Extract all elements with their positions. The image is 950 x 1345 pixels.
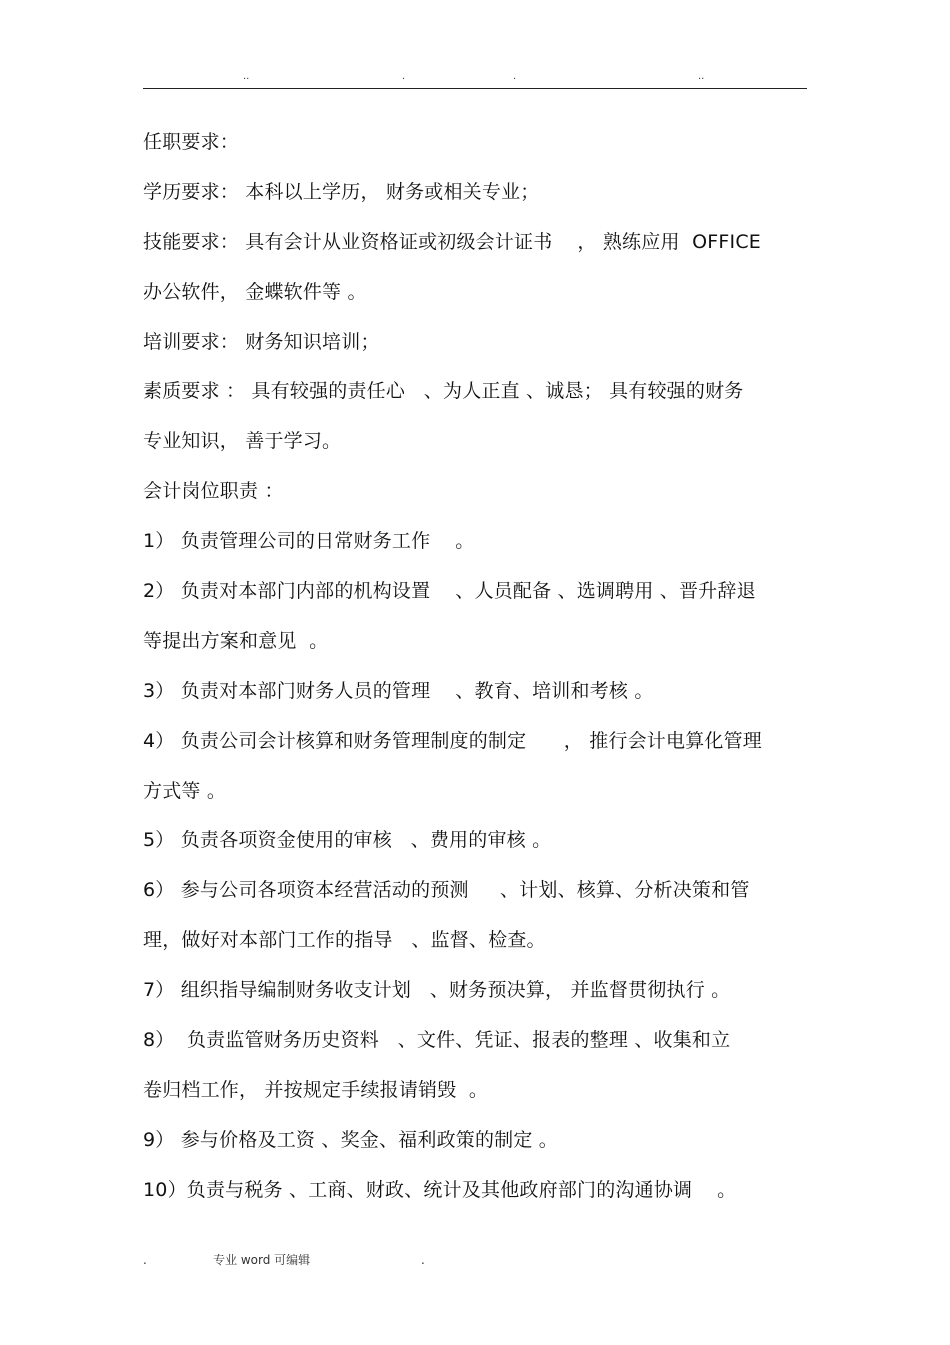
footer-left-dot: . — [143, 1253, 147, 1267]
section-heading-duties: 会计岗位职责 ： — [143, 480, 284, 503]
document-body — [143, 118, 823, 1216]
page-footer — [143, 1250, 543, 1270]
duty-item-9: 9） 参与价格及工资 、奖金、福利政策的制定 。 — [143, 1128, 559, 1151]
requirement-skills: 技能要求： 具有会计从业资格证或初级会计证书 ， 熟练应用 OFFICE — [143, 230, 762, 253]
duty-item-3: 3） 负责对本部门财务人员的管理 、教育、培训和考核 。 — [143, 679, 654, 702]
page-header — [143, 70, 807, 89]
duty-item-8-cont: 卷归档工作， 并按规定手续报请销毁 。 — [143, 1078, 489, 1101]
section-heading-requirements: 任职要求： — [143, 131, 240, 153]
duty-item-10: 10）负责与税务 、工商、财政、统计及其他政府部门的沟通协调 。 — [143, 1178, 737, 1201]
header-dot-3: . — [513, 71, 517, 82]
requirement-skills-cont: 办公软件， 金蝶软件等 。 — [143, 280, 367, 303]
duty-item-7: 7） 组织指导编制财务收支计划 、财务预决算， 并监督贯彻执行 。 — [143, 979, 731, 1002]
duty-item-8: 8） 负责监管财务历史资料 、文件、凭证、报表的整理 、收集和立 — [143, 1029, 731, 1052]
requirement-quality: 素质要求 ： 具有较强的责任心 、为人正直 、诚恳； 具有较强的财务 — [143, 380, 744, 403]
duty-item-4: 4） 负责公司会计核算和财务管理制度的制定 ， 推行会计电算化管理 — [143, 729, 763, 752]
duty-item-6-cont: 理，做好对本部门工作的指导 、监督、检查。 — [143, 929, 546, 952]
requirement-quality-cont: 专业知识， 善于学习。 — [143, 430, 342, 453]
duty-item-2: 2） 负责对本部门内部的机构设置 、人员配备 、选调聘用 、晋升辞退 — [143, 580, 756, 603]
requirement-training: 培训要求： 财务知识培训； — [143, 330, 380, 353]
duty-item-2-cont: 等提出方案和意见 。 — [143, 629, 329, 652]
duty-item-5: 5） 负责各项资金使用的审核 、费用的审核 。 — [143, 829, 552, 852]
requirement-education: 学历要求： 本科以上学历， 财务或相关专业； — [143, 180, 540, 203]
footer-text: 专业 word 可编辑 — [213, 1253, 311, 1267]
header-dot-1: .. — [243, 71, 250, 82]
header-dot-4: .. — [698, 71, 705, 82]
duty-item-1: 1） 负责管理公司的日常财务工作 。 — [143, 530, 475, 553]
duty-item-4-cont: 方式等 。 — [143, 779, 227, 802]
footer-right-dot: . — [421, 1253, 425, 1267]
duty-item-6: 6） 参与公司各项资本经营活动的预测 、计划、核算、分析决策和管 — [143, 879, 750, 902]
header-dot-2: . — [402, 71, 406, 82]
